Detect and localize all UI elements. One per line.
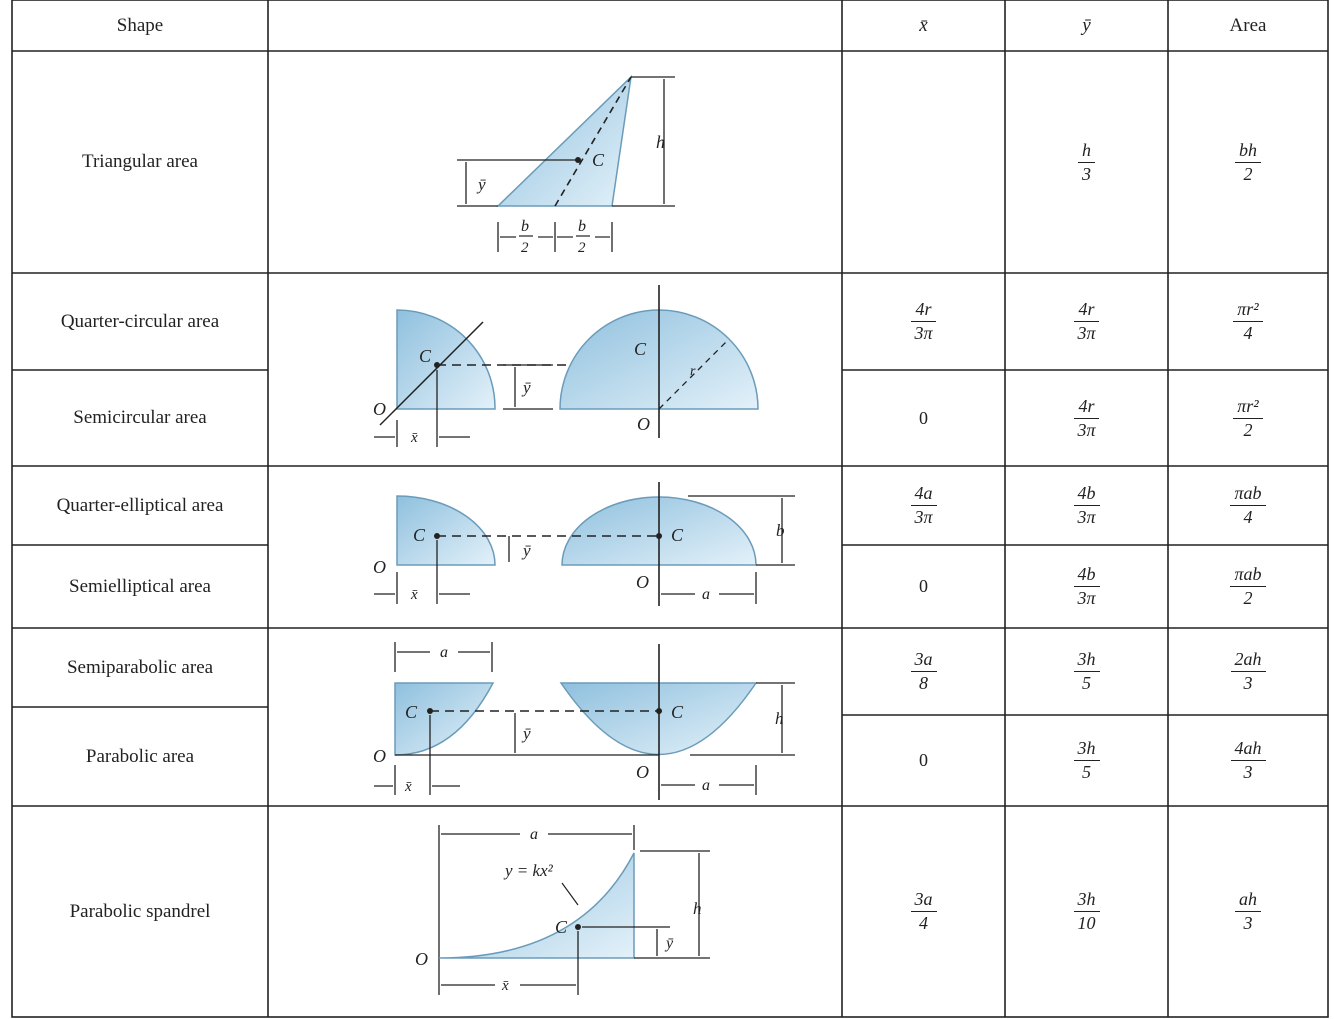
shape-name-parabolic: Parabolic area	[85, 745, 195, 767]
svg-text:O: O	[637, 414, 650, 434]
svg-text:C: C	[413, 525, 426, 545]
quarter-ellipse-shape	[397, 496, 495, 565]
circle-diagram	[373, 285, 758, 447]
area-semiparabolic: $\frac{2ah}{3}$	[1168, 628, 1328, 715]
centroid-point	[575, 157, 581, 163]
svg-text:2: 2	[578, 240, 586, 256]
svg-text:ȳ: ȳ	[523, 724, 531, 743]
spandrel-diagram	[415, 825, 710, 995]
ybar-quarter-circular: $\frac{4r}{3\pi}$	[1005, 273, 1168, 370]
ybar-semiparabolic: $\frac{3h}{5}$	[1005, 628, 1168, 715]
area-semicircular: $\frac{\text{πr²}}{2}$	[1168, 370, 1328, 466]
area-parabolic: $\frac{4ah}{3}$	[1168, 715, 1328, 806]
svg-text:h: h	[775, 709, 784, 728]
header-ybar: ȳ	[1082, 14, 1091, 36]
svg-text:a: a	[530, 826, 538, 843]
xbar-parabolic-spandrel: $\frac{3a}{4}$	[842, 806, 1005, 1017]
svg-text:C: C	[671, 525, 684, 545]
xbar-quarter-circular: $\frac{4r}{3\pi}$	[842, 273, 1005, 370]
svg-text:r: r	[690, 364, 696, 379]
triangle-diagram	[457, 77, 675, 256]
label-h: h	[656, 132, 665, 152]
label-ybar: ȳ	[478, 175, 486, 194]
ybar-parabolic-spandrel: $\frac{3h}{10}$	[1005, 806, 1168, 1017]
shape-name-quarter-circular: Quarter-circular area	[60, 310, 220, 332]
svg-text:O: O	[373, 399, 386, 419]
svg-text:2: 2	[521, 240, 529, 256]
svg-text:x̄: x̄	[502, 978, 509, 994]
svg-text:C: C	[555, 917, 568, 937]
svg-text:ȳ: ȳ	[523, 378, 531, 397]
svg-text:C: C	[405, 702, 418, 722]
svg-text:x̄: x̄	[411, 430, 418, 446]
svg-text:C: C	[671, 702, 684, 722]
ybar-parabolic: $\frac{3h}{5}$	[1005, 715, 1168, 806]
svg-text:x̄: x̄	[411, 587, 418, 603]
xbar-parabolic: 0	[919, 750, 928, 771]
shape-name-semielliptical: Semielliptical area	[69, 575, 211, 597]
shape-name-triangular: Triangular area	[82, 151, 198, 173]
shape-name-semiparabolic: Semiparabolic area	[66, 656, 214, 678]
area-parabolic-spandrel: $\frac{ah}{3}$	[1168, 806, 1328, 1017]
svg-text:C: C	[419, 346, 432, 366]
shape-name-semicircular: Semicircular area	[73, 407, 207, 429]
ybar-quarter-elliptical: $\frac{4b}{3\pi}$	[1005, 466, 1168, 545]
shape-name-quarter-elliptical: Quarter-elliptical area	[56, 494, 224, 516]
area-quarter-circular: $\frac{\text{πr²}}{4}$	[1168, 273, 1328, 370]
parabola-diagram	[373, 642, 795, 800]
area-triangular: $\frac{bh}{2}$	[1168, 51, 1328, 273]
header-xbar: x̄	[919, 14, 928, 36]
area-semielliptical: $\frac{\text{πab}}{2}$	[1168, 545, 1328, 628]
xbar-semiparabolic: $\frac{3a}{8}$	[842, 628, 1005, 715]
area-quarter-elliptical: $\frac{\text{πab}}{4}$	[1168, 466, 1328, 545]
triangle-shape	[498, 77, 631, 206]
svg-text:a: a	[440, 644, 448, 661]
ybar-semielliptical: $\frac{4b}{3\pi}$	[1005, 545, 1168, 628]
svg-text:b: b	[776, 521, 785, 540]
svg-text:O: O	[373, 557, 386, 577]
xbar-semielliptical: 0	[919, 576, 928, 597]
svg-text:a: a	[702, 586, 710, 603]
svg-text:b: b	[521, 218, 529, 235]
svg-text:h: h	[693, 899, 702, 918]
svg-text:b: b	[578, 218, 586, 235]
svg-text:x̄: x̄	[405, 779, 412, 795]
svg-text:C: C	[634, 339, 647, 359]
header-area: Area	[1229, 14, 1267, 36]
svg-text:O: O	[636, 762, 649, 782]
svg-text:a: a	[702, 777, 710, 794]
header-shape: Shape	[116, 14, 164, 36]
ybar-triangular: $\frac{h}{3}$	[1005, 51, 1168, 273]
spandrel-equation: y = kx²	[505, 861, 553, 880]
svg-text:O: O	[415, 949, 428, 969]
xbar-quarter-elliptical: $\frac{4a}{3\pi}$	[842, 466, 1005, 545]
svg-text:ȳ: ȳ	[666, 935, 674, 952]
shape-name-parabolic-spandrel: Parabolic spandrel	[69, 900, 211, 922]
xbar-semicircular: 0	[919, 407, 928, 428]
svg-text:O: O	[636, 572, 649, 592]
ybar-semicircular: $\frac{4r}{3\pi}$	[1005, 370, 1168, 466]
ellipse-diagram	[373, 482, 795, 606]
svg-text:ȳ: ȳ	[523, 541, 531, 560]
label-C: C	[592, 150, 605, 170]
svg-text:O: O	[373, 746, 386, 766]
